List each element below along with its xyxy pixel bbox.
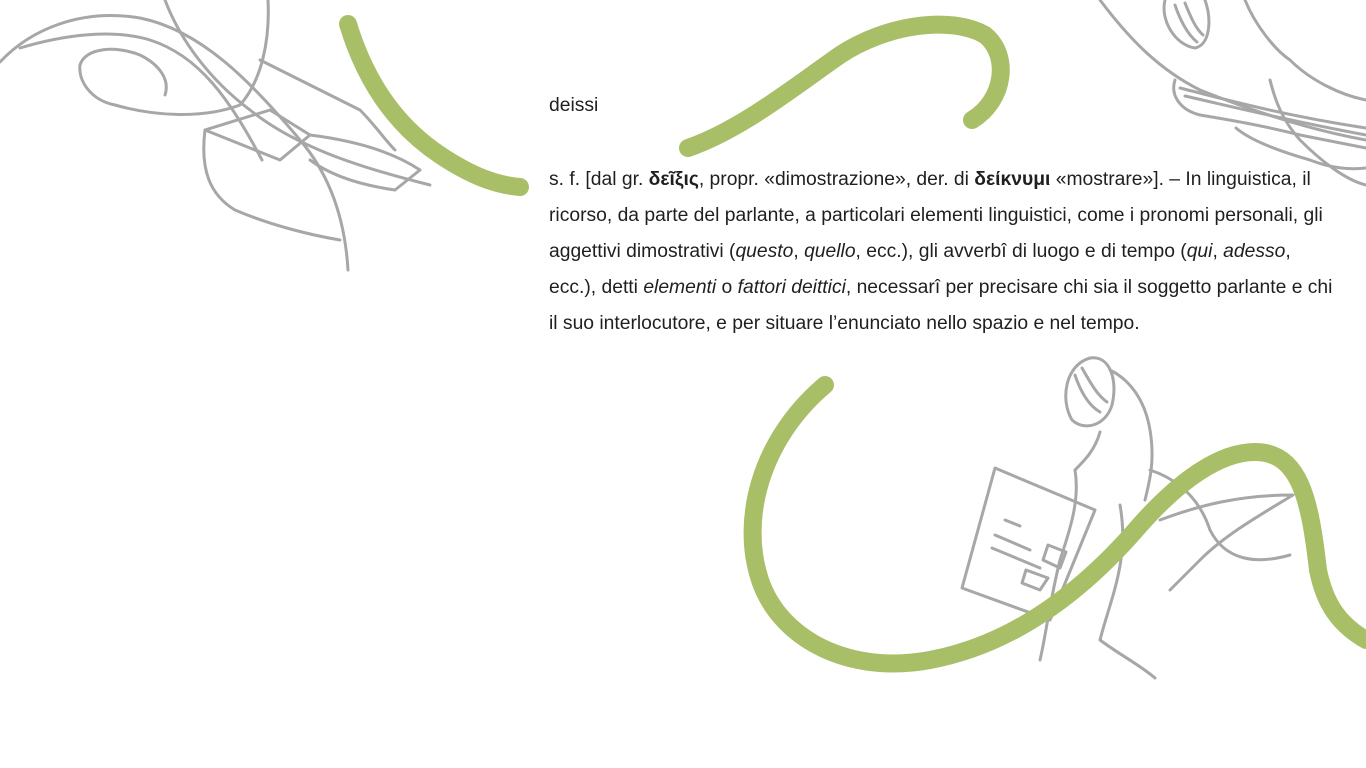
greek-verb: δείκνυμι [974,169,1051,190]
definition-text: , [793,241,805,262]
definition-text: , [1212,241,1224,262]
technical-term: elementi [643,277,717,298]
example-word: qui [1186,241,1213,262]
definition-text: , ecc.), gli avverbî di luogo e di tempo ( [855,241,1187,262]
entry-definition [549,162,1339,342]
definition-text: s. f. [dal gr. [549,169,649,190]
definition-text: , ecc.), detti [549,241,1291,298]
entry-headword: deissi [549,95,599,116]
top-left-sketch [0,0,430,270]
dictionary-entry [549,90,1339,342]
example-word: questo [735,241,794,262]
technical-term: fattori deittici [737,277,846,298]
greek-etymon: δεῖξις [648,169,699,190]
example-word: adesso [1223,241,1286,262]
definition-text: o [716,277,738,298]
definition-text: «mostrare»]. – In linguistica, il ricorso, da parte del parlante, a particolari elementi linguistici, come i pronomi personali, gli aggettivi dimostrativi ( [549,169,1323,262]
definition-text: , necessarî per precisare chi sia il soggetto parlante e chi il suo interlocutore, e per situare l’enunciato nello spazio e nel tempo. [549,277,1333,334]
example-word: quello [804,241,856,262]
definition-text: , propr. «dimostrazione», der. di [698,169,975,190]
